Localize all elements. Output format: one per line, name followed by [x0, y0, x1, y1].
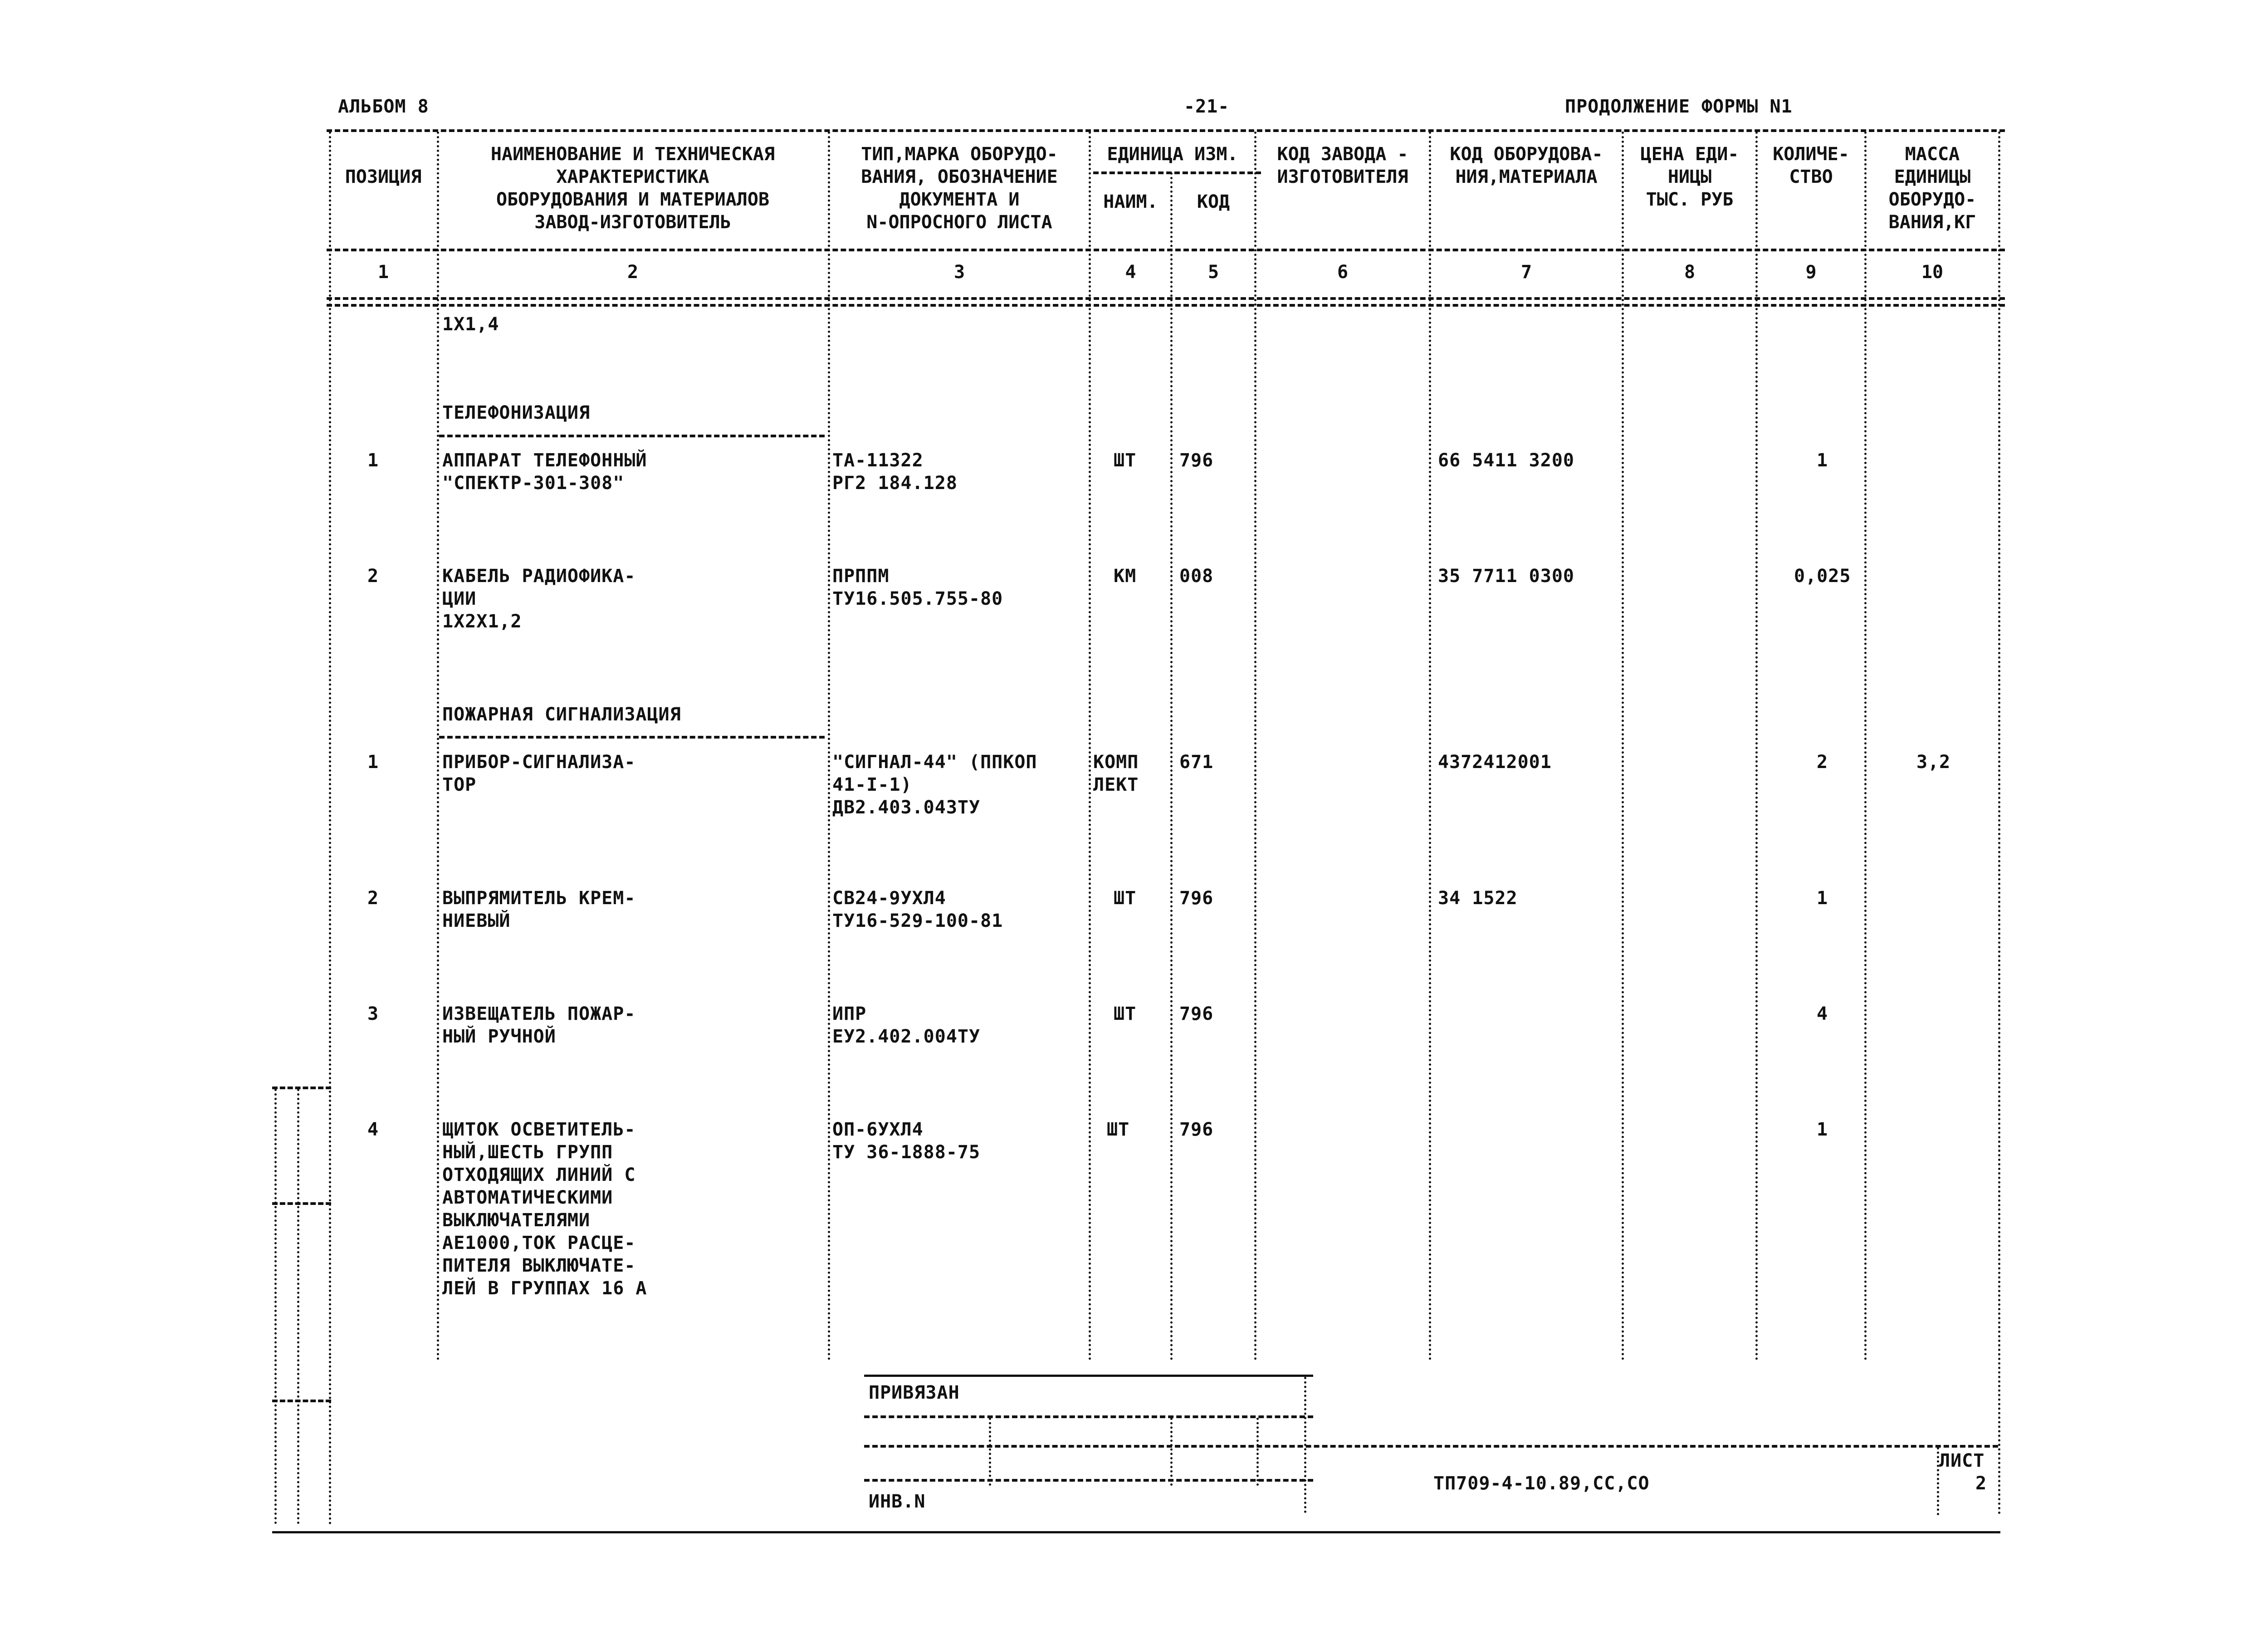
column-divider: [329, 132, 331, 1356]
item-quantity: 2: [1817, 752, 1828, 773]
margin-frame-line: [297, 1089, 299, 1524]
item-name: КАБЕЛЬ РАДИОФИКА- ЦИИ 1Х2Х1,2: [442, 566, 636, 632]
item-unit: ШТ: [1114, 450, 1137, 471]
item-name: АППАРАТ ТЕЛЕФОННЫЙ "СПЕКТР-301-308": [442, 450, 647, 494]
item-type: ИПР ЕУ2.402.004ТУ: [832, 1004, 981, 1047]
form-continuation: ПРОДОЛЖЕНИЕ ФОРМЫ N1: [1565, 96, 1793, 117]
column-divider: [1998, 132, 2000, 1515]
margin-frame-divider: [272, 1202, 331, 1205]
margin-frame-divider: [272, 1400, 331, 1402]
item-equipment-code: 35 7711 0300: [1438, 566, 1574, 587]
section-title: ПОЖАРНАЯ СИГНАЛИЗАЦИЯ: [442, 704, 681, 725]
column-number: 10: [1921, 262, 1944, 283]
header-factory-code: КОД ЗАВОДА - ИЗГОТОВИТЕЛЯ: [1277, 144, 1408, 187]
page-number: -21-: [1184, 96, 1230, 117]
item-unit-code: 796: [1179, 888, 1214, 909]
item-unit-code: 796: [1179, 450, 1214, 471]
item-type: "СИГНАЛ-44" (ППКОП 41-I-1) ДВ2.403.043ТУ: [832, 752, 1037, 818]
item-unit-code: 671: [1179, 752, 1214, 773]
column-number: 4: [1125, 262, 1136, 283]
stamp-top-border: [864, 1375, 1313, 1377]
column-number: 6: [1337, 262, 1349, 283]
stamp-divider: [1170, 1418, 1173, 1486]
column-number: 5: [1207, 262, 1219, 283]
item-quantity: 4: [1817, 1004, 1828, 1024]
header-position: ПОЗИЦИЯ: [345, 166, 422, 187]
column-divider: [437, 132, 439, 1361]
section-underline: [439, 736, 825, 739]
item-type: СВ24-9УХЛ4 ТУ16-529-100-81: [832, 888, 1003, 931]
stamp-bound-label: ПРИВЯЗАН: [869, 1382, 960, 1403]
header-bottom-border: [327, 249, 2005, 251]
item-quantity: 1: [1817, 888, 1828, 909]
column-divider: [1755, 132, 1758, 1361]
section-underline: [439, 435, 825, 437]
item-quantity: 1: [1817, 450, 1828, 471]
stamp-sheet-number: 2: [1975, 1473, 1987, 1494]
column-number-bottom-border: [327, 297, 2005, 300]
header-type: ТИП,МАРКА ОБОРУДО- ВАНИЯ, ОБОЗНАЧЕНИЕ ДОКУМЕНТА И N-ОПРОСНОГО ЛИСТА: [861, 144, 1058, 233]
table-top-border: [327, 129, 2005, 132]
margin-frame-line: [274, 1089, 277, 1524]
stamp-divider: [1256, 1418, 1259, 1486]
item-type: ТА-11322 РГ2 184.128: [832, 450, 958, 494]
stamp-sheet-label: ЛИСТ: [1939, 1450, 1985, 1471]
item-name: ПРИБОР-СИГНАЛИЗА- ТОР: [442, 752, 636, 795]
item-position: 2: [367, 566, 379, 587]
header-quantity: КОЛИЧЕ- СТВО: [1773, 144, 1849, 187]
column-number: 8: [1684, 262, 1696, 283]
album-label: АЛЬБОМ 8: [338, 96, 429, 117]
column-number: 2: [627, 262, 639, 283]
section-title: ТЕЛЕФОНИЗАЦИЯ: [442, 402, 591, 423]
header-unit-name: НАИМ.: [1103, 191, 1158, 212]
stamp-divider: [989, 1418, 991, 1486]
item-unit: КОМП ЛЕКТ: [1093, 752, 1139, 795]
item-unit: ШТ: [1114, 1004, 1137, 1024]
header-name: НАИМЕНОВАНИЕ И ТЕХНИЧЕСКАЯ ХАРАКТЕРИСТИКА ОБОРУДОВАНИЯ И МАТЕРИАЛОВ ЗАВОД-ИЗГОТОВИТЕЛЬ: [490, 144, 775, 233]
item-name: ИЗВЕЩАТЕЛЬ ПОЖАР- НЫЙ РУЧНОЙ: [442, 1004, 636, 1047]
item-unit: КМ: [1114, 566, 1137, 587]
item-quantity: 1: [1817, 1119, 1828, 1140]
stamp-divider: [864, 1415, 1313, 1418]
item-quantity: 0,025: [1794, 566, 1851, 587]
stamp-divider: [864, 1479, 1313, 1482]
item-unit-code: 796: [1179, 1119, 1214, 1140]
stamp-divider: [864, 1445, 1998, 1448]
column-divider: [1622, 132, 1624, 1361]
header-equipment-code: КОД ОБОРУДОВА- НИЯ,МАТЕРИАЛА: [1450, 144, 1603, 187]
item-mass: 3,2: [1916, 752, 1951, 773]
header-mass: МАССА ЕДИНИЦЫ ОБОРУДО- ВАНИЯ,КГ: [1888, 144, 1976, 233]
margin-frame-divider: [272, 1087, 331, 1089]
page-bottom-border: [272, 1531, 2000, 1533]
column-divider: [329, 1356, 331, 1524]
column-number: 7: [1520, 262, 1532, 283]
column-divider: [1170, 172, 1173, 1361]
header-unit-group: ЕДИНИЦА ИЗМ.: [1107, 144, 1238, 165]
item-name: 1Х1,4: [442, 314, 499, 335]
header-unit-price: ЦЕНА ЕДИ- НИЦЫ ТЫС. РУБ: [1640, 144, 1739, 210]
item-name: ВЫПРЯМИТЕЛЬ КРЕМ- НИЕВЫЙ: [442, 888, 636, 931]
item-position: 1: [367, 450, 379, 471]
item-equipment-code: 4372412001: [1438, 752, 1552, 773]
stamp-inventory-label: ИНВ.N: [869, 1491, 926, 1512]
table-body-top-border: [327, 304, 2005, 307]
column-divider: [828, 132, 830, 1361]
item-type: ПРППМ ТУ16.505.755-80: [832, 566, 1003, 609]
column-divider: [1089, 132, 1091, 1361]
column-divider: [1429, 132, 1431, 1361]
header-unit-code: КОД: [1197, 191, 1230, 212]
column-number: 9: [1805, 262, 1817, 283]
item-position: 3: [367, 1004, 379, 1024]
item-unit-code: 008: [1179, 566, 1214, 587]
item-unit: ШТ: [1114, 888, 1137, 909]
item-name: ЩИТОК ОСВЕТИТЕЛЬ- НЫЙ,ШЕСТЬ ГРУПП ОТХОДЯЩИХ ЛИНИЙ С АВТОМАТИЧЕСКИМИ ВЫКЛЮЧАТЕЛЯМИ АЕ1000,ТОК РАСЦЕ- ПИТЕЛЯ ВЫКЛЮЧАТЕ- ЛЕЙ В ГРУППАХ 16 А: [442, 1119, 647, 1299]
unit-subheader-divider: [1093, 171, 1261, 174]
item-position: 2: [367, 888, 379, 909]
stamp-document-code: ТП709-4-10.89,СС,СО: [1433, 1473, 1650, 1494]
item-position: 1: [367, 752, 379, 773]
column-divider: [1254, 132, 1256, 1361]
item-type: ОП-6УХЛ4 ТУ 36-1888-75: [832, 1119, 981, 1163]
item-unit-code: 796: [1179, 1004, 1214, 1024]
column-number: 3: [953, 262, 965, 283]
item-equipment-code: 34 1522: [1438, 888, 1518, 909]
item-unit: ШТ: [1107, 1119, 1130, 1140]
item-equipment-code: 66 5411 3200: [1438, 450, 1574, 471]
column-number: 1: [377, 262, 389, 283]
item-position: 4: [367, 1119, 379, 1140]
column-divider: [1864, 132, 1867, 1361]
